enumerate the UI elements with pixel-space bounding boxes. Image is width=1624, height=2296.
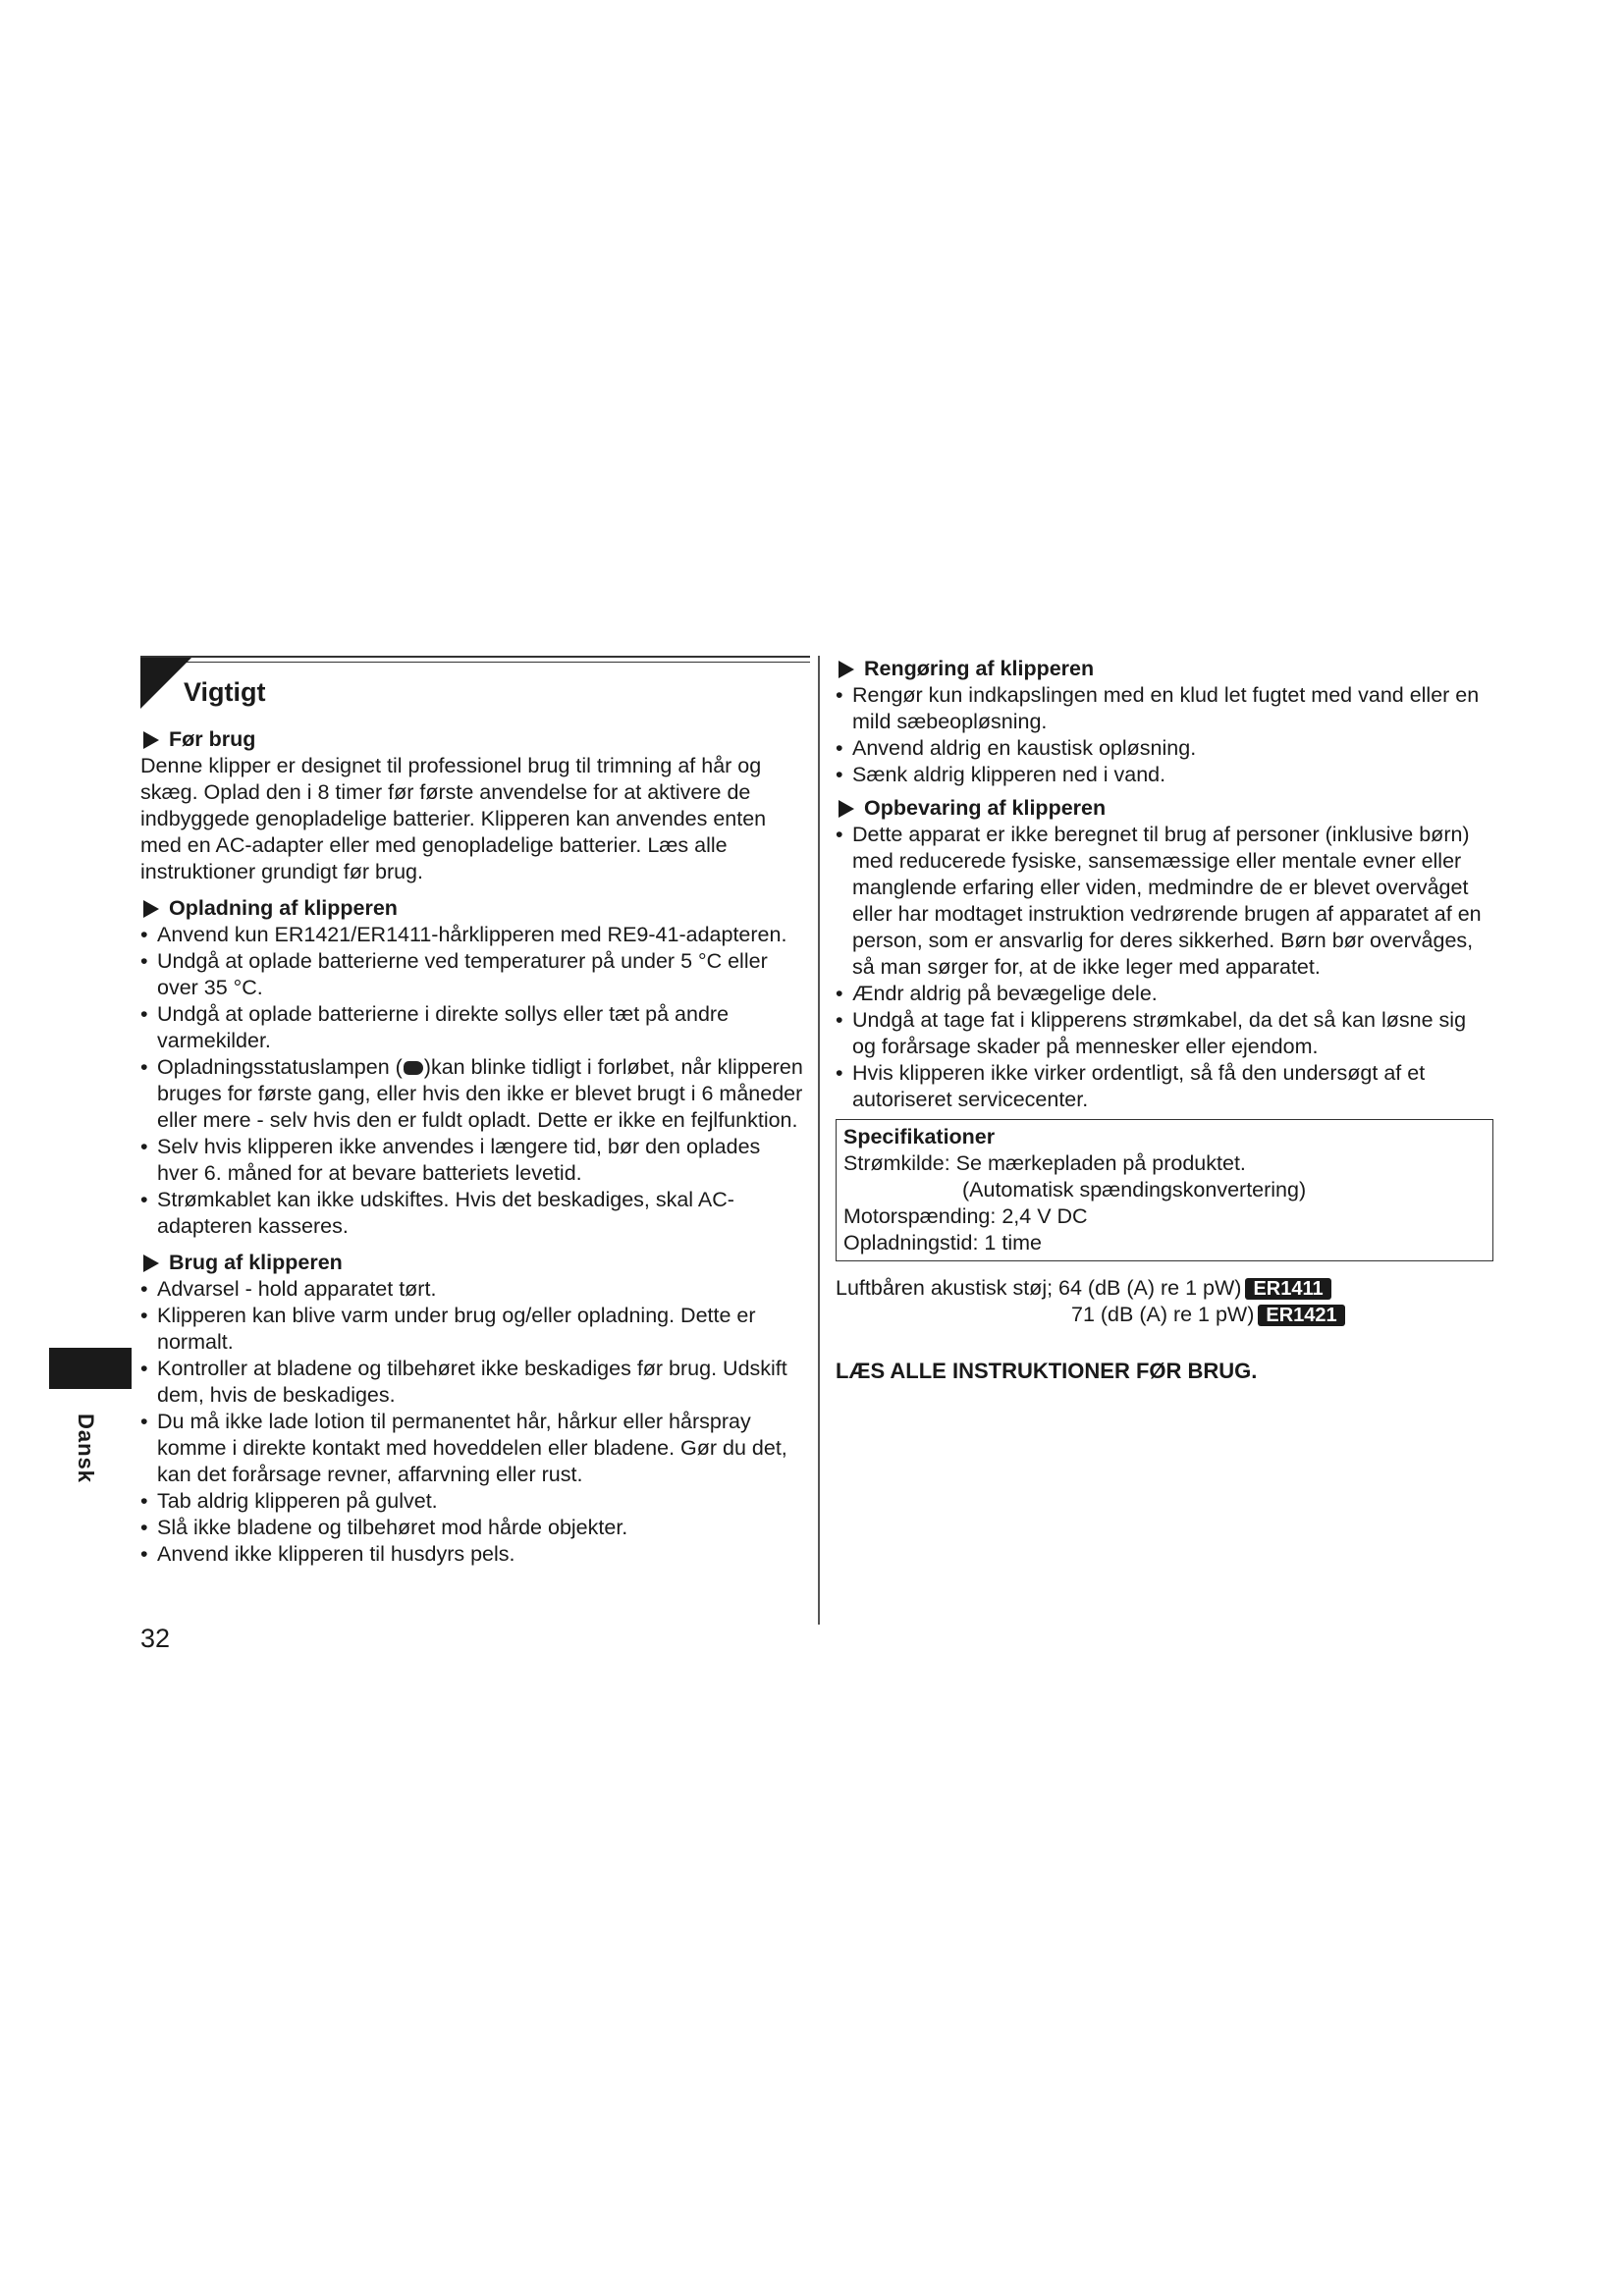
list-item: • Rengør kun indkapslingen med en klud let fugtet med vand eller en mild sæbeopløsning. (836, 682, 1493, 735)
list-item: • Slå ikke bladene og tilbehøret mod hårde objekter. (140, 1515, 805, 1541)
heading-cleaning: Rengøring af klipperen (836, 656, 1493, 682)
list-item: • Sænk aldrig klipperen ned i vand. (836, 762, 1493, 788)
heading-storage: Opbevaring af klipperen (836, 795, 1493, 822)
list-item: • Undgå at oplade batterierne ved temperaturer på under 5 °C eller over 35 °C. (140, 948, 805, 1001)
noise-line-1: Luftbåren akustisk støj; 64 (dB (A) re 1 pW) (836, 1276, 1242, 1300)
spec-charge-time: Opladningstid: 1 time (843, 1231, 1042, 1255)
left-column (140, 656, 805, 1568)
list-item: • Dette apparat er ikke beregnet til brug af personer (inklusive børn) med reducerede fysiske, sansemæssige eller mentale evner eller manglende erfaring eller viden, medmindre de er blevet overvåget eller har modtaget instruktion vedrørende brugen af apparatet af en person, som er ansvarlig for deres sikkerhed. Børn bør overvåges, så man sørger for, at de ikke leger med apparatet. (836, 822, 1493, 981)
heading-before-use: Før brug (140, 726, 805, 753)
arrow-right-icon (839, 800, 854, 818)
list-item: • Kontroller at bladene og tilbehøret ikke beskadiges før brug. Udskift dem, hvis de beskadiges. (140, 1356, 805, 1409)
heading-usage: Brug af klipperen (140, 1250, 805, 1276)
list-item: • Strømkablet kan ikke udskiftes. Hvis det beskadiges, skal AC-adapteren kasseres. (140, 1187, 805, 1240)
language-label: Dansk (74, 1414, 98, 1484)
section-header (140, 656, 805, 713)
list-item: • Advarsel - hold apparatet tørt. (140, 1276, 805, 1303)
spec-motor-voltage: Motorspænding: 2,4 V DC (843, 1204, 1088, 1228)
list-item: • Undgå at oplade batterierne i direkte sollys eller tæt på andre varmekilder. (140, 1001, 805, 1054)
model-badge-er1421: ER1421 (1258, 1305, 1344, 1326)
arrow-right-icon (143, 1255, 159, 1272)
arrow-right-icon (839, 661, 854, 678)
list-item: • Hvis klipperen ikke virker ordentligt, så få den undersøgt af et autoriseret servicecenter. (836, 1060, 1493, 1113)
model-badge-er1411: ER1411 (1245, 1278, 1330, 1300)
charge-lamp-icon (404, 1061, 423, 1075)
list-item: • Anvend ikke klipperen til husdyrs pels. (140, 1541, 805, 1568)
arrow-right-icon (143, 731, 159, 749)
section-title: Vigtigt (184, 677, 266, 707)
noise-line-2: 71 (dB (A) re 1 pW) (1071, 1303, 1255, 1326)
cleaning-list (836, 682, 1493, 788)
page-number: 32 (140, 1624, 171, 1653)
specifications-box (836, 1119, 1493, 1261)
list-item: • Anvend kun ER1421/ER1411-hårklipperen med RE9-41-adapteren. (140, 922, 805, 948)
header-rule-thin (140, 662, 810, 663)
list-item: • Undgå at tage fat i klipperens strømkabel, da det så kan løsne sig og forårsage skader på mennesker eller ejendom. (836, 1007, 1493, 1060)
list-item: • Anvend aldrig en kaustisk opløsning. (836, 735, 1493, 762)
charging-list (140, 922, 805, 1240)
language-tab (49, 1348, 132, 1389)
list-item: • Tab aldrig klipperen på gulvet. (140, 1488, 805, 1515)
specifications-title: Specifikationer (843, 1125, 996, 1148)
spec-power-source: Strømkilde: Se mærkepladen på produktet. (843, 1151, 1246, 1175)
spec-power-note: (Automatisk spændingskonvertering) (962, 1178, 1307, 1201)
list-item: • Opladningsstatuslampen ( )kan blinke tidligt i forløbet, når klipperen bruges for første gang, eller hvis den ikke er blevet brugt i 6 måneder eller mere - selv hvis den er fuldt opladt. Dette er ikke en fejlfunktion. (140, 1054, 805, 1134)
heading-charging: Opladning af klipperen (140, 895, 805, 922)
final-note: LÆS ALLE INSTRUKTIONER FØR BRUG. (836, 1359, 1258, 1383)
list-item: • Du må ikke lade lotion til permanentet hår, hårkur eller hårspray komme i direkte kontakt med hoveddelen eller bladene. Gør du det, kan det forårsage revner, affarvning eller rust. (140, 1409, 805, 1488)
list-item: • Ændr aldrig på bevægelige dele. (836, 981, 1493, 1007)
storage-list (836, 822, 1493, 1113)
right-column (836, 656, 1493, 1384)
arrow-right-icon (143, 900, 159, 918)
usage-list (140, 1276, 805, 1568)
list-item: • Klipperen kan blive varm under brug og/eller opladning. Dette er normalt. (140, 1303, 805, 1356)
header-rule (140, 656, 810, 658)
noise-spec (836, 1275, 1493, 1330)
list-item: • Selv hvis klipperen ikke anvendes i længere tid, bør den oplades hver 6. måned for at bevare batteriets levetid. (140, 1134, 805, 1187)
column-divider (818, 656, 820, 1625)
before-use-text: Denne klipper er designet til professionel brug til trimning af hår og skæg. Oplad den i 8 timer før første anvendelse for at aktivere de indbyggede genopladelige batterier. Klipperen kan anvendes enten med en AC-adapter eller med genopladelige batterier. Læs alle instruktioner grundigt før brug. (140, 754, 767, 883)
